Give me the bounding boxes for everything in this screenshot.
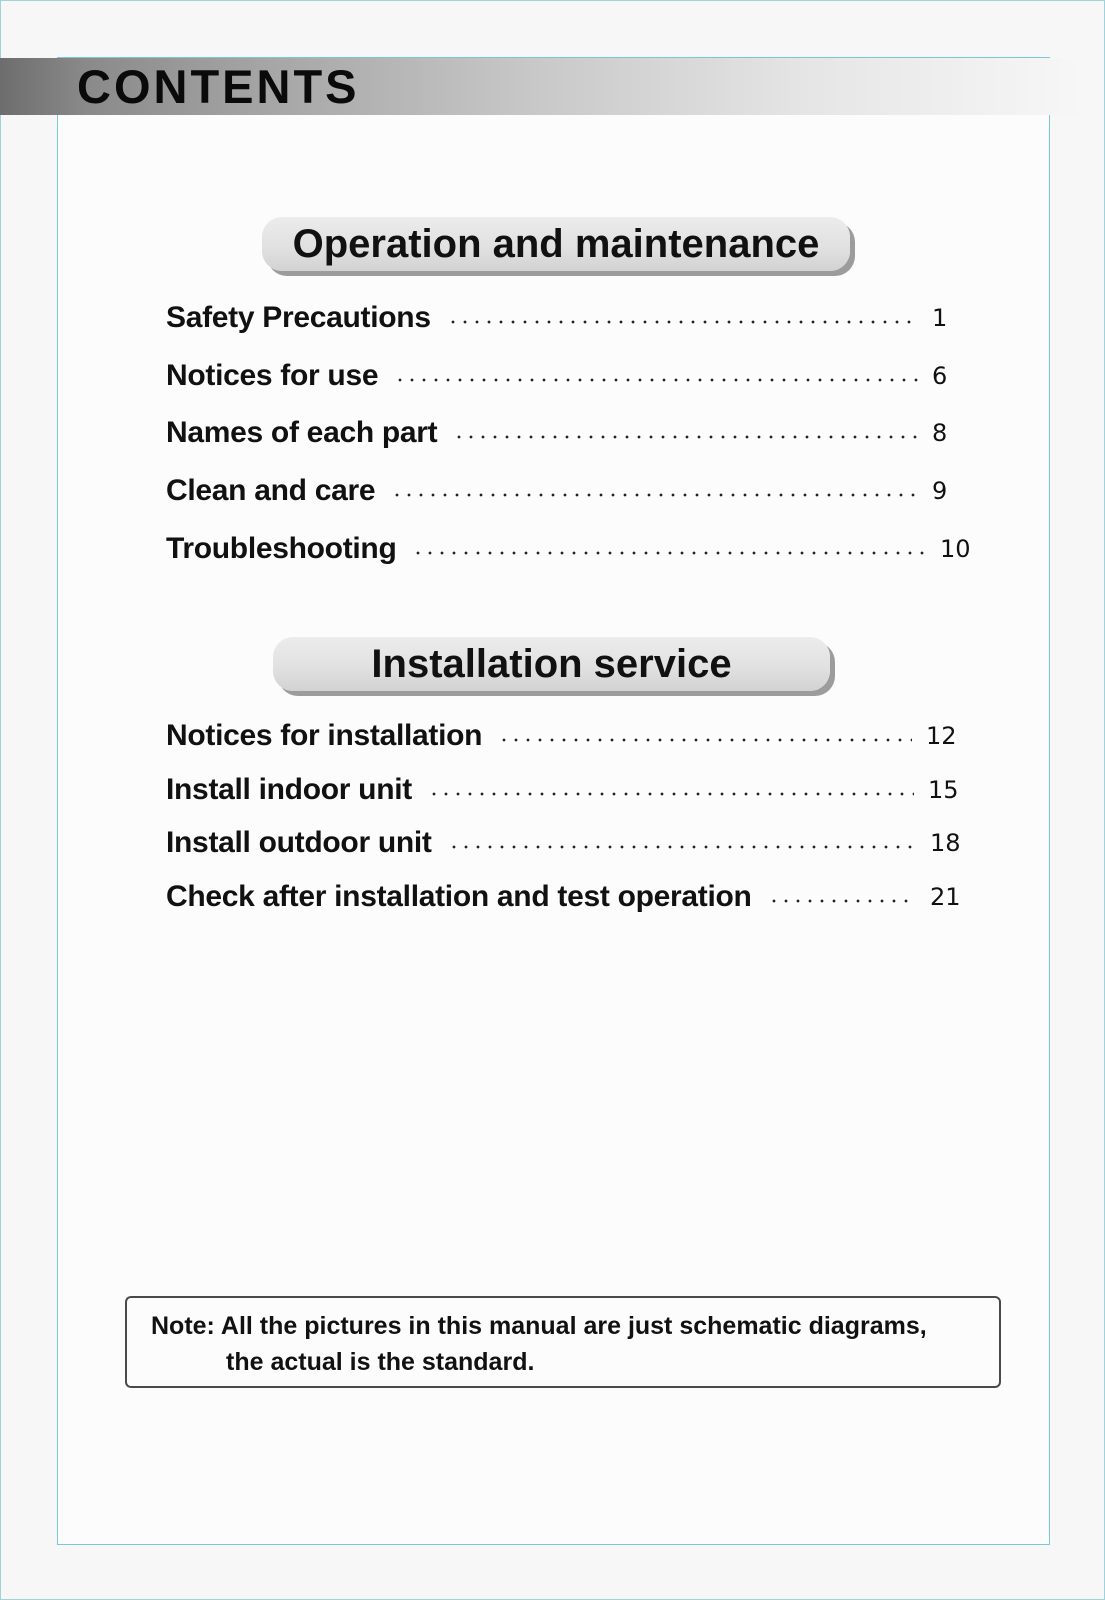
toc-entry[interactable] (166, 298, 966, 338)
toc-entry[interactable] (166, 471, 966, 511)
dot-leader (448, 845, 916, 849)
toc-entry[interactable] (166, 356, 966, 396)
dot-leader (394, 378, 918, 382)
dot-leader (391, 493, 918, 497)
toc-entry-page: 10 (940, 535, 971, 563)
toc-entry-label: Install outdoor unit (166, 826, 432, 859)
toc-entry-label: Safety Precautions (166, 301, 431, 334)
toc-entry-label: Notices for installation (166, 719, 483, 752)
toc-entry-label: Names of each part (166, 416, 438, 449)
toc-entry-page: 12 (926, 722, 957, 750)
toc-entry-page: 18 (930, 829, 961, 857)
toc-entry[interactable] (166, 877, 964, 917)
toc-entry[interactable] (166, 823, 964, 863)
section-heading-operation (262, 217, 850, 271)
note-text-line2: the actual is the standard. (226, 1348, 535, 1376)
toc-entry-label: Check after installation and test operation (166, 880, 752, 913)
toc-entry-page: 1 (932, 304, 948, 332)
toc-entry-label: Troubleshooting (166, 532, 397, 565)
toc-entry[interactable] (166, 770, 962, 810)
dot-leader (453, 435, 918, 439)
dot-leader (498, 738, 912, 742)
toc-entry[interactable] (166, 529, 974, 569)
toc-entry-page: 8 (932, 419, 948, 447)
page-title: CONTENTS (77, 60, 360, 113)
dot-leader (428, 792, 914, 796)
dot-leader (412, 551, 926, 555)
note-box (125, 1296, 1001, 1388)
note-text-line1: Note: All the pictures in this manual are just schematic diagrams, (151, 1312, 927, 1340)
toc-entry[interactable] (166, 413, 966, 453)
toc-entry[interactable] (166, 716, 960, 756)
dot-leader (768, 899, 916, 903)
toc-entry-page: 21 (930, 883, 961, 911)
toc-entry-page: 15 (928, 776, 959, 804)
section-title: Operation and maintenance (292, 221, 820, 266)
toc-entry-page: 6 (932, 362, 948, 390)
toc-entry-label: Install indoor unit (166, 773, 412, 806)
toc-entry-label: Clean and care (166, 474, 376, 507)
toc-entry-page: 9 (932, 477, 948, 505)
section-title: Installation service (371, 641, 732, 686)
dot-leader (447, 320, 918, 324)
toc-entry-label: Notices for use (166, 359, 379, 392)
section-heading-installation (273, 637, 830, 691)
